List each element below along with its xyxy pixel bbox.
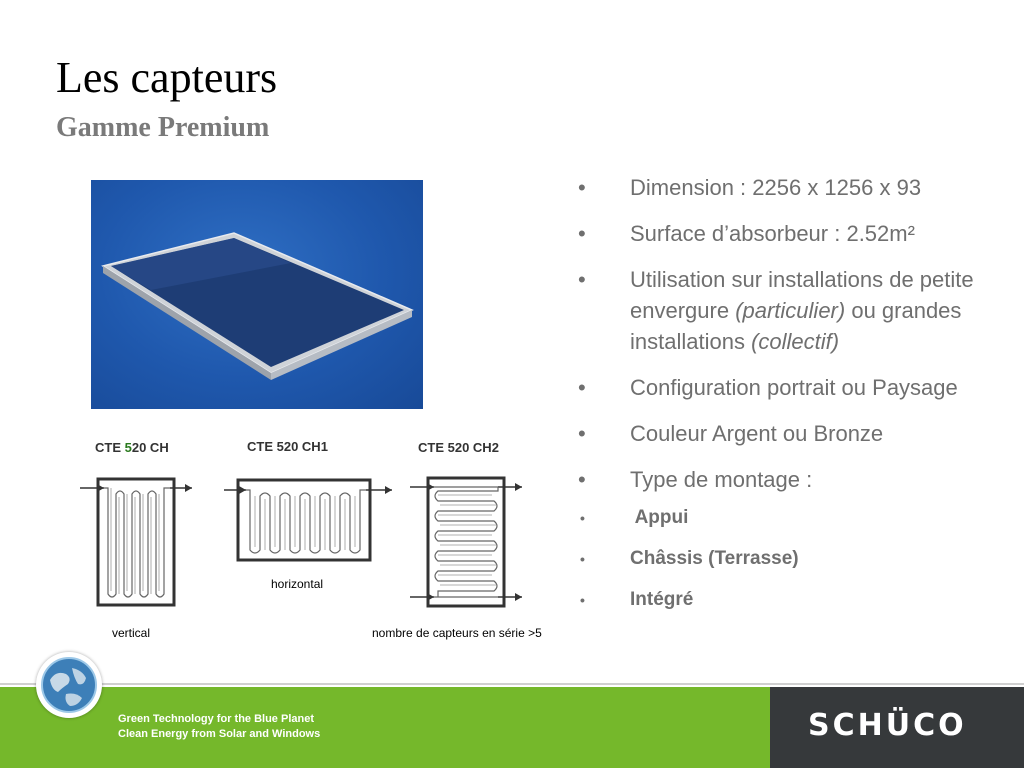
bullet-mounting-type: • Type de montage : xyxy=(578,464,998,495)
caption-horizontal: horizontal xyxy=(271,577,324,591)
globe-icon xyxy=(36,652,102,718)
schuco-logo: SCHÜCO xyxy=(808,708,967,743)
feature-bullet-list xyxy=(578,172,998,628)
bullet-marker: • xyxy=(578,221,586,246)
sub-bullet-appui: • Appui xyxy=(578,505,998,531)
bullet-marker: • xyxy=(580,510,585,526)
bullet-marker: • xyxy=(578,421,586,446)
bullet-dimension: • Dimension : 2256 x 1256 x 93 xyxy=(578,172,998,203)
bullet-surface: • Surface d’absorbeur : 2.52m² xyxy=(578,218,998,249)
slide-title: Les capteurs xyxy=(56,53,278,102)
sub-bullet-chassis: • Châssis (Terrasse) xyxy=(578,546,998,572)
vertical-flow-diagram xyxy=(78,474,196,608)
diagram-label-cte-520-ch2: CTE 520 CH2 xyxy=(418,440,499,455)
caption-vertical: vertical xyxy=(112,626,151,640)
series-flow-diagram xyxy=(408,472,526,610)
collector-photo xyxy=(91,180,423,409)
bullet-marker: • xyxy=(578,375,586,400)
footer-tagline: Green Technology for the Blue Planet Clean Energy from Solar and Windows xyxy=(118,713,321,740)
bullet-marker: • xyxy=(578,267,586,292)
slide-subtitle: Gamme Premium xyxy=(56,112,270,143)
bullet-configuration: • Configuration portrait ou Paysage xyxy=(578,372,998,403)
bullet-color: • Couleur Argent ou Bronze xyxy=(578,418,998,449)
bullet-marker: • xyxy=(580,551,585,567)
diagram-label-cte-520-ch1: CTE 520 CH1 xyxy=(247,439,328,454)
footer-green-band xyxy=(0,687,770,768)
horizontal-flow-diagram xyxy=(222,476,394,564)
diagram-label-cte-520-ch: CTE 520 CH xyxy=(95,440,169,455)
sub-bullet-integre: • Intégré xyxy=(578,587,998,613)
caption-series: nombre de capteurs en série >5 xyxy=(372,626,542,640)
bullet-marker: • xyxy=(578,467,586,492)
footer-divider xyxy=(0,683,1024,685)
bullet-marker: • xyxy=(578,175,586,200)
bullet-marker: • xyxy=(580,592,585,608)
bullet-usage: • Utilisation sur installations de petite envergure (particulier) ou grandes installations (collectif) xyxy=(578,264,998,357)
